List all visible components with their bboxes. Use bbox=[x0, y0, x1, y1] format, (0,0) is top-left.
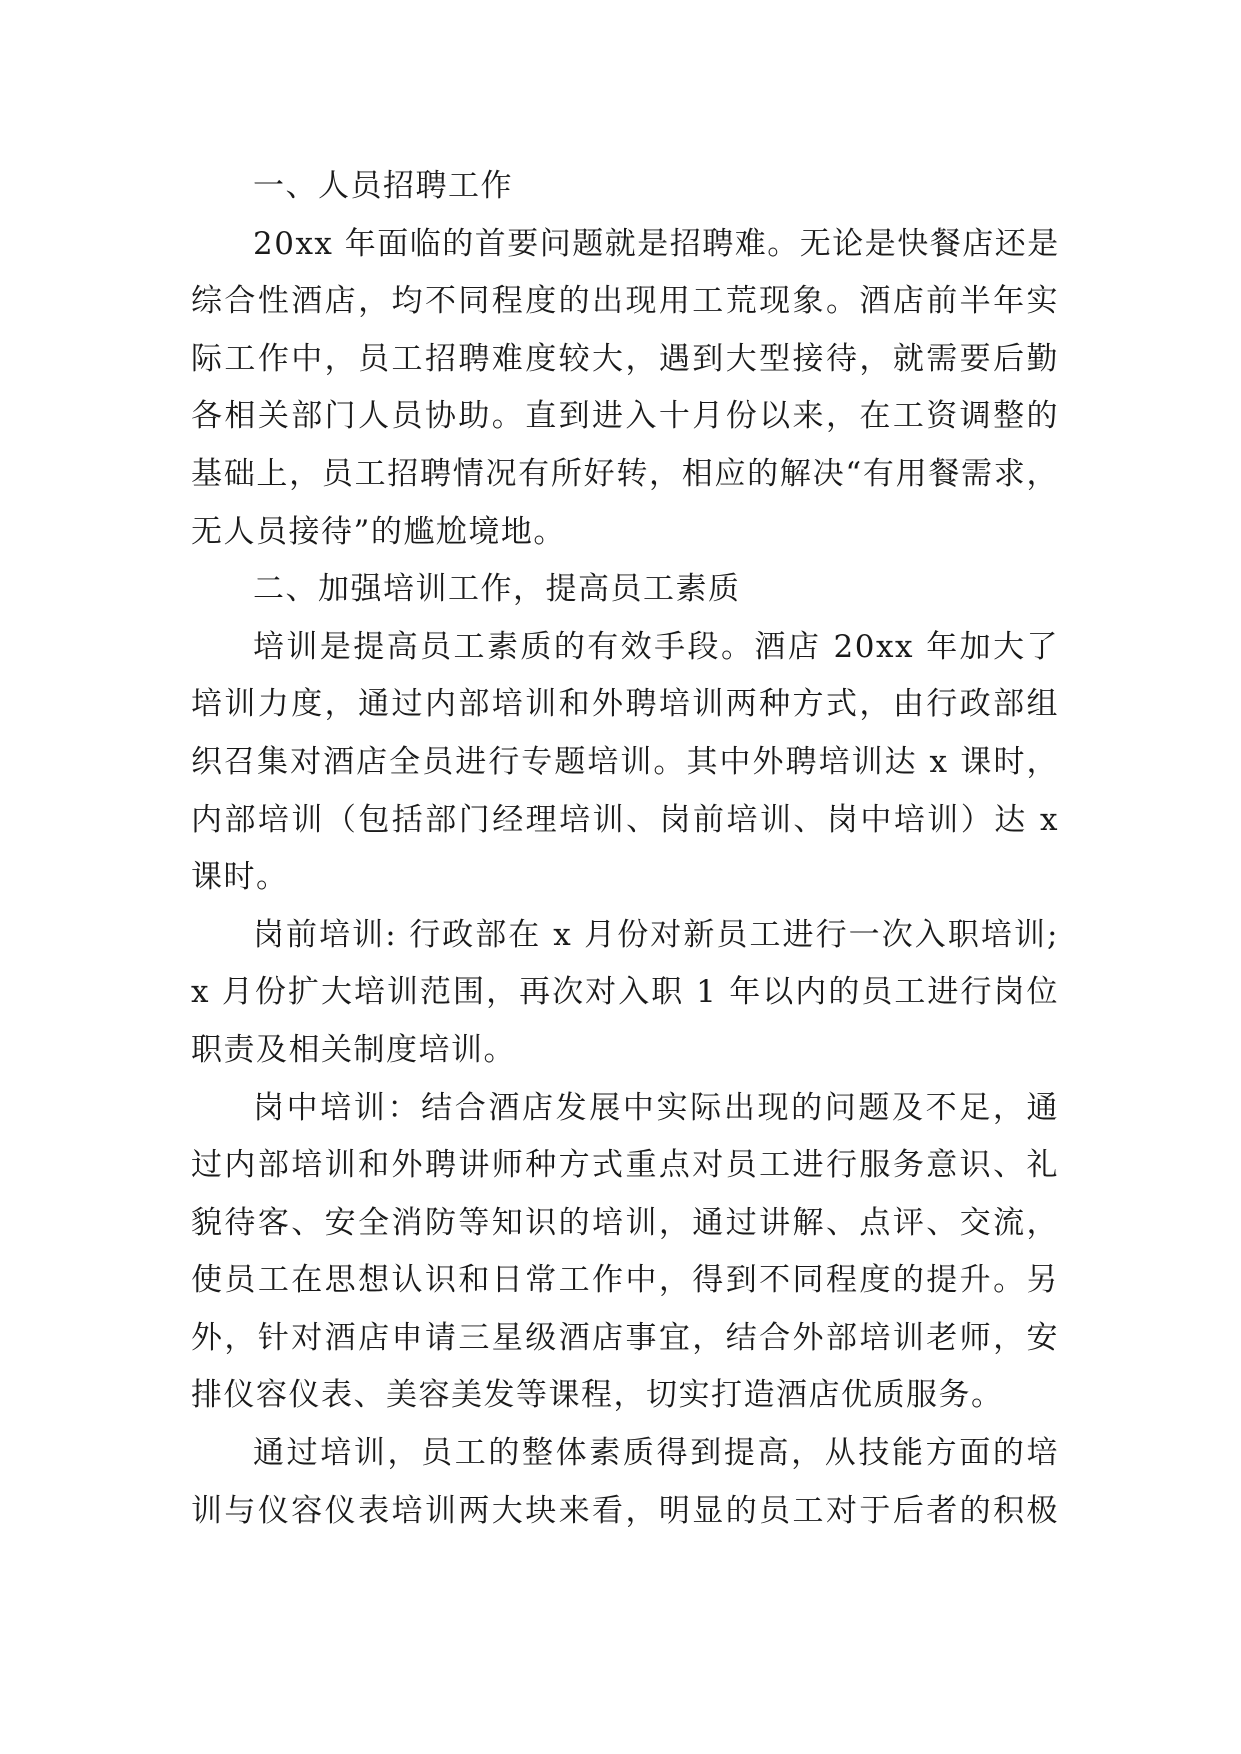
section-heading-recruitment bbox=[191, 158, 1059, 216]
section-heading-training bbox=[191, 561, 1059, 619]
paragraph-line: 课时。 bbox=[191, 859, 289, 896]
paragraph-recruitment bbox=[191, 216, 1059, 562]
heading-text: 二、加强培训工作，提高员工素质 bbox=[253, 571, 741, 608]
paragraph-line: 培训力度，通过内部培训和外聘培训两种方式，由行政部组 bbox=[191, 686, 1059, 723]
paragraph-line: 无人员接待”的尴尬境地。 bbox=[191, 513, 566, 550]
paragraph-line: 训与仪容仪表培训两大块来看，明显的员工对于后者的积极 bbox=[191, 1492, 1059, 1529]
paragraph-on-job-training bbox=[191, 1080, 1059, 1426]
document-body bbox=[191, 158, 1059, 1540]
paragraph-line: 内部培训（包括部门经理培训、岗前培训、岗中培训）达 x bbox=[191, 801, 1059, 838]
paragraph-line: x 月份扩大培训范围，再次对入职 1 年以内的员工进行岗位 bbox=[191, 974, 1059, 1011]
paragraph-line: 过内部培训和外聘讲师种方式重点对员工进行服务意识、礼 bbox=[191, 1147, 1059, 1184]
paragraph-line: 综合性酒店，均不同程度的出现用工荒现象。酒店前半年实 bbox=[191, 283, 1059, 320]
paragraph-line: 排仪容仪表、美容美发等课程，切实打造酒店优质服务。 bbox=[191, 1377, 1004, 1414]
paragraph-line: 职责及相关制度培训。 bbox=[191, 1031, 516, 1068]
paragraph-line: 培训是提高员工素质的有效手段。酒店 20xx 年加大了 bbox=[253, 628, 1059, 665]
paragraph-line: 使员工在思想认识和日常工作中，得到不同程度的提升。另 bbox=[191, 1262, 1059, 1299]
paragraph-line: 通过培训，员工的整体素质得到提高，从技能方面的培 bbox=[253, 1435, 1059, 1472]
paragraph-line: 基础上，员工招聘情况有所好转，相应的解决“有用餐需求， bbox=[191, 455, 1059, 492]
paragraph-line: 20xx 年面临的首要问题就是招聘难。无论是快餐店还是 bbox=[253, 225, 1060, 262]
paragraph-line: 织召集对酒店全员进行专题培训。其中外聘培训达 x 课时， bbox=[191, 743, 1059, 780]
paragraph-line: 外，针对酒店申请三星级酒店事宜，结合外部培训老师，安 bbox=[191, 1319, 1059, 1356]
paragraph-training-results bbox=[191, 1425, 1059, 1540]
paragraph-line: 际工作中，员工招聘难度较大，遇到大型接待，就需要后勤 bbox=[191, 340, 1059, 377]
paragraph-pre-job-training bbox=[191, 907, 1059, 1080]
paragraph-line: 各相关部门人员协助。直到进入十月份以来，在工资调整的 bbox=[191, 398, 1059, 435]
paragraph-training-overview bbox=[191, 619, 1059, 907]
paragraph-line: 貌待客、安全消防等知识的培训，通过讲解、点评、交流， bbox=[191, 1204, 1059, 1241]
paragraph-line: 岗前培训: 行政部在 x 月份对新员工进行一次入职培训; bbox=[253, 916, 1059, 953]
heading-text: 一、人员招聘工作 bbox=[253, 168, 513, 204]
paragraph-line: 岗中培训：结合酒店发展中实际出现的问题及不足，通 bbox=[253, 1089, 1059, 1126]
